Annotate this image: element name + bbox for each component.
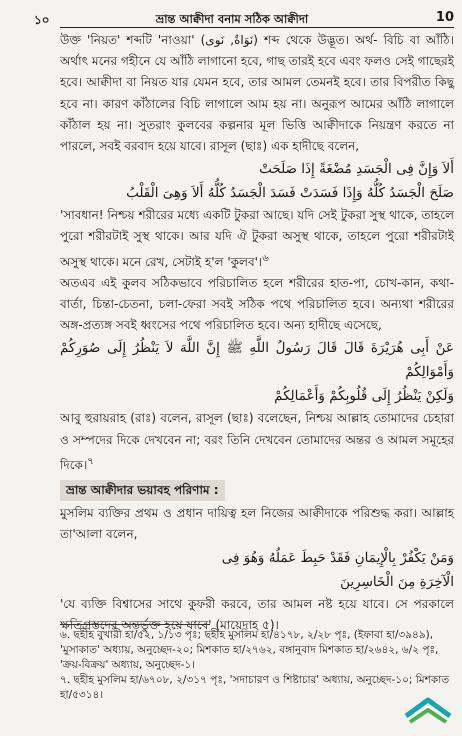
page-number-latin: 10 — [435, 10, 454, 25]
paragraph-1: উক্ত 'নিয়ত' শব্দটি 'নাওয়া' (نَوَاةٌ, نَوى) শব্দ থেকে উদ্ভূত। অর্থ- বিচি বা আঁঠি। অর্থাৎ মনের গহীনে যে আঁঠি লাগানো হবে, গাছ তারই হবে এবং ফলও সেই গাছেরই হবে। আক্বীদা বা নিয়ত যার যেমন হবে, তার আমল তেমনই হবে। তার বিপরীত কিছু হবে না। কারণ কাঁঠালের বিচি লাগালে আম হয় না। অনুরূপ আমের আঁঠি লাগালে কাঁঠাল হয় না। সুতরাং কুলবের কল্পনার মূল ভিত্তি আক্বীদাকে নিয়ন্ত্রণ করতে না পারলে, সবই বরবাদ হয়ে যাবে। রাসূল (ছাঃ) এক হাদীছে বলেন, — [60, 33, 454, 154]
arabic-verse-line-1: وَمَنْ يَكْفُرْ بِالْإِيمَانِ فَقَدْ حَبِطَ عَمَلُهُ وَهُوَ فِى — [221, 549, 454, 566]
footnote-ref-7: ৭ — [87, 455, 94, 467]
arabic-verse-line-2: الْآخِرَةِ مِنَ الْخَاسِرِينَ — [340, 573, 454, 590]
footnote-6: ৬. ছহীহ বুখারী হা/৫২, ১/১৩ পৃঃ; ছহীহ মুসলিম হা/৪১৭৮, ২/২৮ পৃঃ, (ইফাবা হা/৩৯৪৯), 'মুসাকাত' অধ্যায়, অনুচ্ছেদ-২০; মিশকাত হা/২৭৬২, বঙ্গানুবাদ মিশকাত হা/২৬৪২, ৬/২ পৃঃ, 'ক্রয়-বিক্রয়' অধ্যায়, অনুচ্ছেদ-১। — [60, 629, 439, 671]
paragraph-3: অতএব এই কুলব সঠিকভাবে পরিচালিত হলে শরীরের হাত-পা, চোখ-কান, কথা-বার্তা, চিন্তা-চেতনা, চলা-ফেরা সবই সঠিক পথে পরিচালিত হবে। অন্যথা শরীরের অঙ্গ-প্রত্যঙ্গ সবই ধ্বংসের পথে পরিচালিত হবে। অন্য হাদীছে এসেছে, — [60, 275, 454, 333]
verse-reference: (মায়েদাহ ৫)। — [215, 617, 279, 632]
footnote-rule — [60, 624, 210, 625]
running-title: ভ্রান্ত আক্বীদা বনাম সঠিক আক্বীদা — [155, 12, 309, 26]
verse-translation: 'যে ব্যক্তি বিশ্বাসের সাথে কুফরী করবে, তার আমল নষ্ট হয়ে যাবে। সে পরকালে ক্ষতিগ্রস্তদের অন্তর্ভুক্ত হয়ে যাবে' — [60, 596, 454, 632]
footnotes — [60, 628, 454, 703]
paragraph-2 — [60, 205, 454, 273]
main-text — [60, 30, 454, 636]
header-rule — [60, 27, 454, 28]
page-number-bengali: ১০ — [34, 13, 50, 27]
arabic-hadith-line-3: عَنْ أَبِى هُرَيْرَةَ قَالَ قَالَ رَسُولُ اللَّهِ ﷺ إِنَّ اللَّهَ لاَ يَنْظُرُ إِلَى صُوَرِكُمْ وَأَمْوَالِكُمْ — [60, 340, 454, 381]
paragraph-4 — [60, 408, 454, 476]
arabic-hadith-line-1: أَلاَ وَإِنَّ فِى الْجَسَدِ مُضْغَةً إِذَا صَلَحَتْ — [259, 161, 454, 178]
footnote-ref-6: ৬ — [262, 252, 269, 264]
footnote-7: ৭. ছহীহ মুসলিম হা/৬৭০৮, ২/৩১৭ পৃঃ, 'সদাচারণ ও শিষ্টাচার' অধ্যায়, অনুচ্ছেদ-১০; মিশকাত হা/৫৩১৪। — [60, 674, 450, 701]
arabic-hadith-line-4: وَلَكِنْ يَنْظُرُ إِلَى قُلُوبِكُمْ وَأَعْمَالِكُمْ — [274, 388, 454, 405]
translation-text: নিশ্চয় শরীরের মধ্যে একটি টুকরা আছে। যদি সেই টুকরা সুস্থ থাকে, তাহলে পুরো শরীরটাই সুস্থ থাকে। আর যদি ঐ টুকরা অসুস্থ থাকে, তাহলে পুরো শরীরটাই অসুস্থ থাকে। মনে রেখ, সেটাই হ'ল 'কুলব'। — [60, 208, 454, 269]
translation-text-2: আবু হুরায়রাহ (রাঃ) বলেন, রাসূল (ছাঃ) বলেছেন, নিশ্চয় আল্লাহ তোমাদের চেহারা ও সম্পদের দিকে দেখবেন না; বরং তিনি দেখবেন তোমাদের অন্তর ও আমল সমূহের দিকে। — [60, 411, 454, 472]
section-heading: ভ্রান্ত আক্বীদার ভয়াবহ পরিণাম : — [60, 480, 225, 501]
paragraph-5: মুসলিম ব্যক্তির প্রথম ও প্রধান দায়িত্ব হল নিজের আক্বীদাকে পরিশুদ্ধ করা। আল্লাহ তা'আলা বলেন, — [60, 506, 454, 542]
publisher-logo-icon — [400, 690, 456, 730]
arabic-hadith-line-2: صَلَحَ الْجَسَدُ كُلُّهُ وَإِذَا فَسَدَتْ فَسَدَ الْجَسَدُ كُلُّهُ أَلاَ وَهِىَ الْقَلْبُ — [126, 185, 454, 202]
translation-lead: 'সাবধান! — [60, 208, 104, 223]
